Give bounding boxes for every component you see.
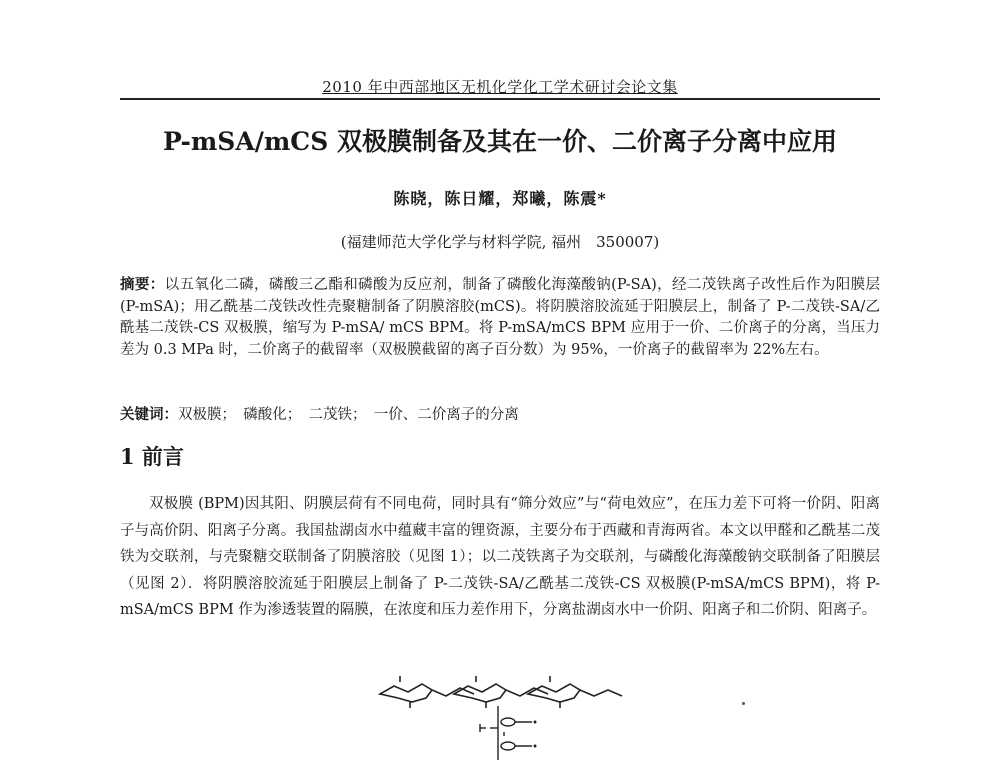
running-header — [120, 76, 880, 97]
abstract-label: 摘要： — [120, 276, 165, 293]
abstract — [120, 274, 880, 361]
keywords-text: 双极膜； 磷酸化； 二茂铁； 一价、二价离子的分离 — [178, 407, 519, 423]
introduction-paragraph: 双极膜 (BPM)因其阳、阴膜层荷有不同电荷，同时具有“筛分效应”与“荷电效应”，在压力差下可将一价阴、阳离子与高价阴、阳离子分离。我国盐湖卤水中蕴藏丰富的锂资源，主要分布于西藏和青海两省。本文以甲醛和乙酰基二茂铁为交联剂，与壳聚糖交联制备了阴膜溶胶（见图 1）；以二茂铁离子为交联剂，与磷酸化海藻酸钠交联制备了阳膜层（见图 2）．将阴膜溶胶流延于阳膜层上制备了 P-二茂铁-SA/乙酰基二茂铁-CS 双极膜(P-mSA/mCS BPM)，将 P-mSA/mCS BPM 作为渗透装置的隔膜，在浓度和压力差作用下，分离盐湖卤水中一价阴、阳离子和二价阴、阳离子。 — [120, 496, 880, 618]
stray-dot — [742, 702, 745, 705]
chemical-structure-figure — [370, 672, 630, 760]
keywords — [120, 404, 880, 427]
keywords-label: 关键词： — [120, 406, 178, 423]
paper-title: P-mSA/mCS 双极膜制备及其在一价、二价离子分离中应用 — [163, 127, 837, 156]
running-header-text: 2010 年中西部地区无机化学化工学术研讨会论文集 — [322, 78, 678, 96]
abstract-text: 以五氧化二磷，磷酸三乙酯和磷酸为反应剂，制备了磷酸化海藻酸钠(P-SA)，经二茂铁离子改性后作为阳膜层(P-mSA)；用乙酰基二茂铁改性壳聚糖制备了阴膜溶胶(mCS)。将阴膜溶胶流延于阳膜层上，制备了 P-二茂铁-SA/乙酰基二茂铁-CS 双极膜，缩写为 P-mSA/ mCS BPM。将 P-mSA/mCS BPM 应用于一价、二价离子的分离，当压力差为 0.3 MPa 时，二价离子的截留率（双极膜截留的离子百分数）为 95%，一价离子的截留率为 22%左右。 — [120, 277, 881, 358]
affiliation: (福建师范大学化学与材料学院, 福州 350007) — [340, 233, 660, 251]
linker-drawing — [480, 706, 536, 760]
author-list: 陈晓，陈日耀，郑曦，陈震* — [393, 189, 607, 208]
polysaccharide-chain-drawing — [380, 676, 622, 708]
section-heading-introduction: 1 前言 — [120, 444, 184, 469]
header-rule — [120, 98, 880, 100]
